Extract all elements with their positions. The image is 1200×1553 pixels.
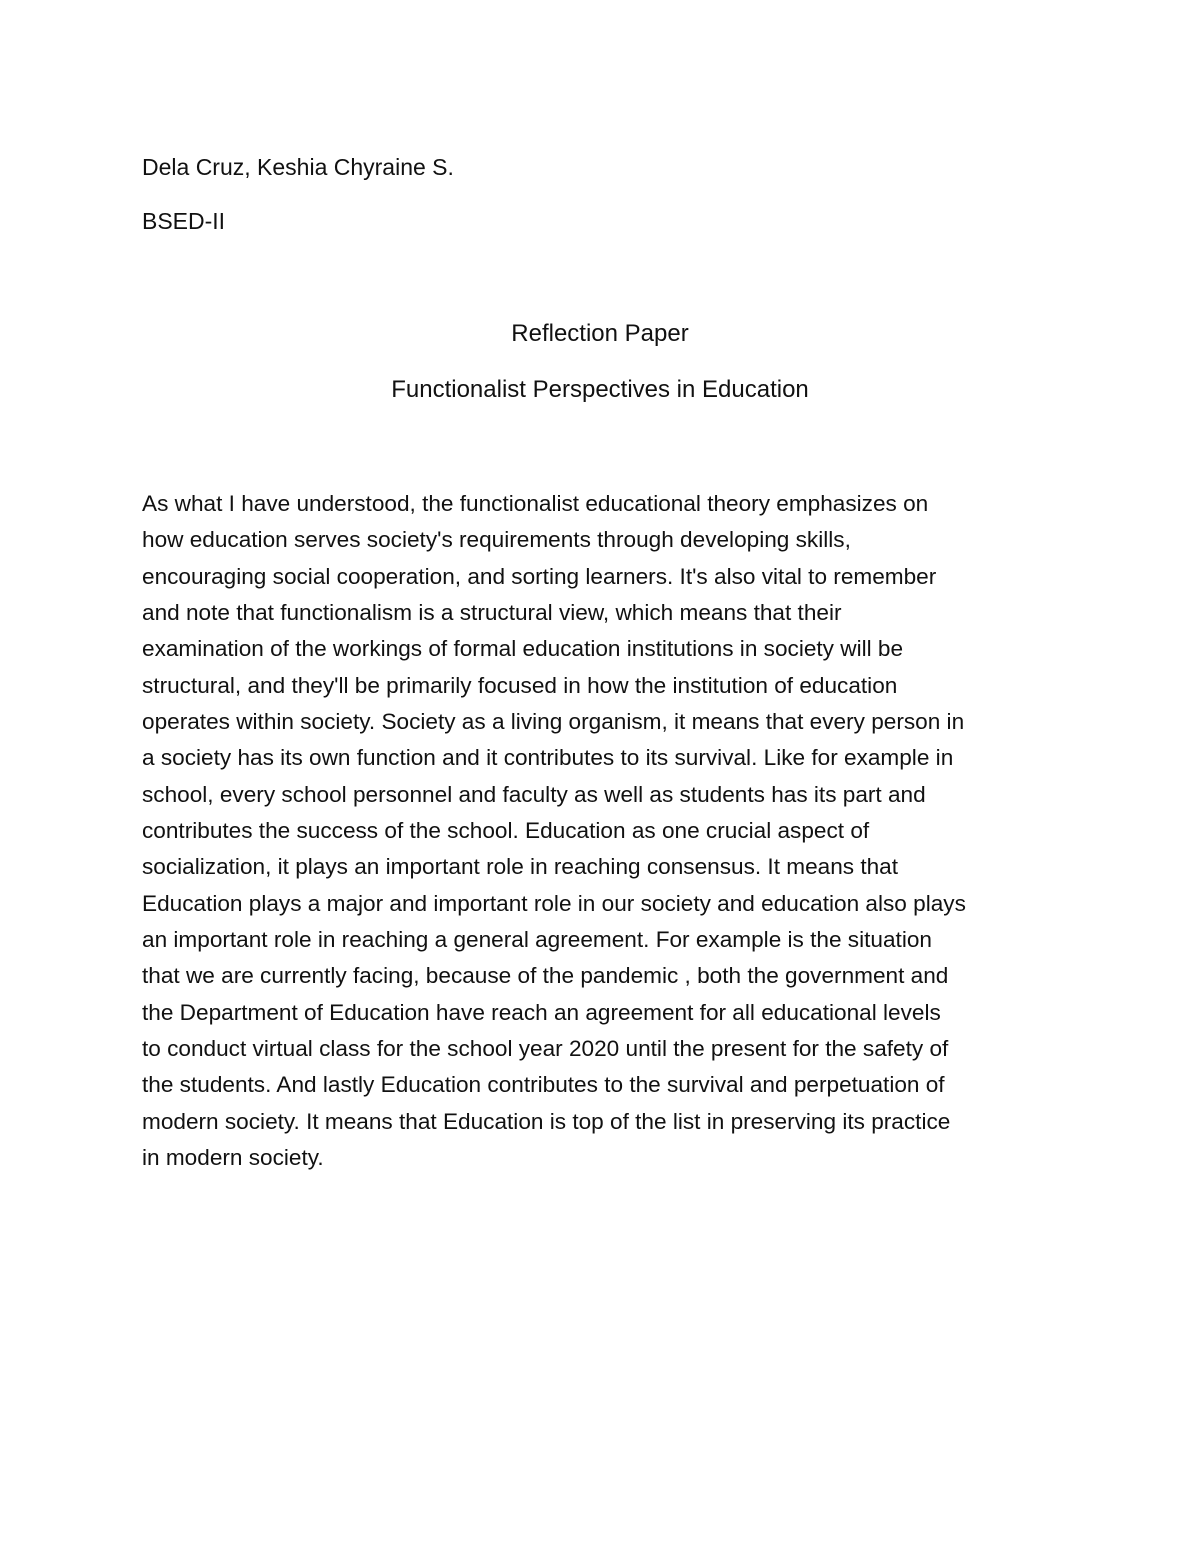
body-line: encouraging social cooperation, and sorting learners. It's also vital to remember bbox=[142, 563, 937, 589]
paper-type-heading: Reflection Paper bbox=[511, 320, 689, 347]
body-line: to conduct virtual class for the school year 2020 until the present for the safety of bbox=[142, 1035, 949, 1061]
body-line: examination of the workings of formal education institutions in society will be bbox=[142, 636, 904, 662]
body-line: an important role in reaching a general agreement. For example is the situation bbox=[142, 926, 932, 952]
body-line: operates within society. Society as a living organism, it means that every person in bbox=[142, 708, 965, 734]
body-line: school, every school personnel and faculty as well as students has its part and bbox=[142, 781, 926, 807]
body-line: socialization, it plays an important role in reaching consensus. It means that bbox=[142, 854, 899, 880]
body-paragraph bbox=[142, 486, 1072, 1176]
body-line: As what I have understood, the functionalist educational theory emphasizes on bbox=[142, 491, 929, 516]
body-line: structural, and they'll be primarily focused in how the institution of education bbox=[142, 672, 898, 698]
body-line: a society has its own function and it contributes to its survival. Like for example in bbox=[142, 745, 954, 771]
body-line: the Department of Education have reach an agreement for all educational levels bbox=[142, 999, 941, 1025]
body-line: and note that functionalism is a structural view, which means that their bbox=[142, 599, 842, 625]
course-code: BSED-II bbox=[142, 208, 226, 234]
paper-title-heading: Functionalist Perspectives in Education bbox=[391, 376, 809, 403]
body-line: how education serves society's requirements through developing skills, bbox=[142, 527, 851, 553]
body-line: the students. And lastly Education contributes to the survival and perpetuation of bbox=[142, 1072, 945, 1098]
body-line: modern society. It means that Education is top of the list in preserving its practice bbox=[142, 1108, 951, 1134]
body-line: in modern society. bbox=[142, 1144, 324, 1170]
body-line: contributes the success of the school. Education as one crucial aspect of bbox=[142, 817, 870, 843]
author-name: Dela Cruz, Keshia Chyraine S. bbox=[142, 154, 454, 180]
body-line: Education plays a major and important role in our society and education also plays bbox=[142, 890, 966, 916]
body-line: that we are currently facing, because of the pandemic , both the government and bbox=[142, 963, 949, 989]
